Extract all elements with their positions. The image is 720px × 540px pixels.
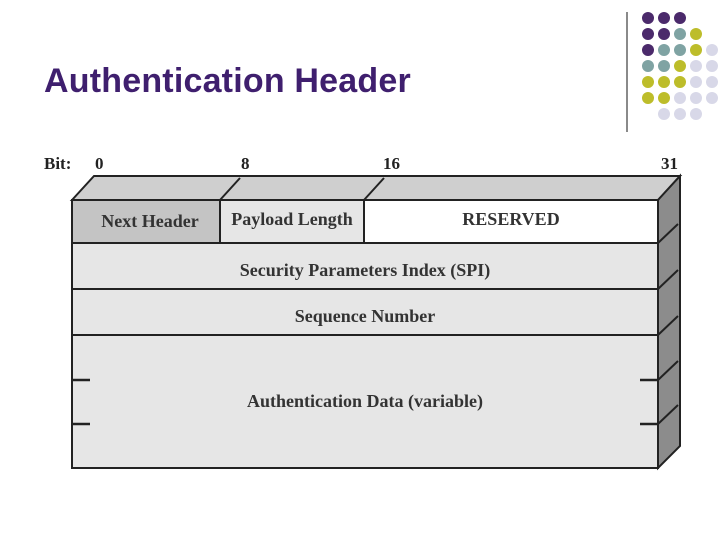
bit-prefix-label: Bit: [44,154,72,173]
slide-title: Authentication Header [44,62,411,100]
box-side-face [658,176,680,468]
reserved-label: RESERVED [462,209,560,229]
bit-mark-31: 31 [661,154,678,173]
bit-mark-0: 0 [95,154,104,173]
authentication-data-label: Authentication Data (variable) [247,390,483,411]
spi-label: Security Parameters Index (SPI) [239,259,491,280]
sequence-number-label: Sequence Number [294,305,436,326]
next-header-label: Next Header [101,211,199,231]
bit-mark-16: 16 [383,154,400,173]
payload-length-label: Payload Length [231,209,353,229]
bit-mark-8: 8 [241,154,250,173]
